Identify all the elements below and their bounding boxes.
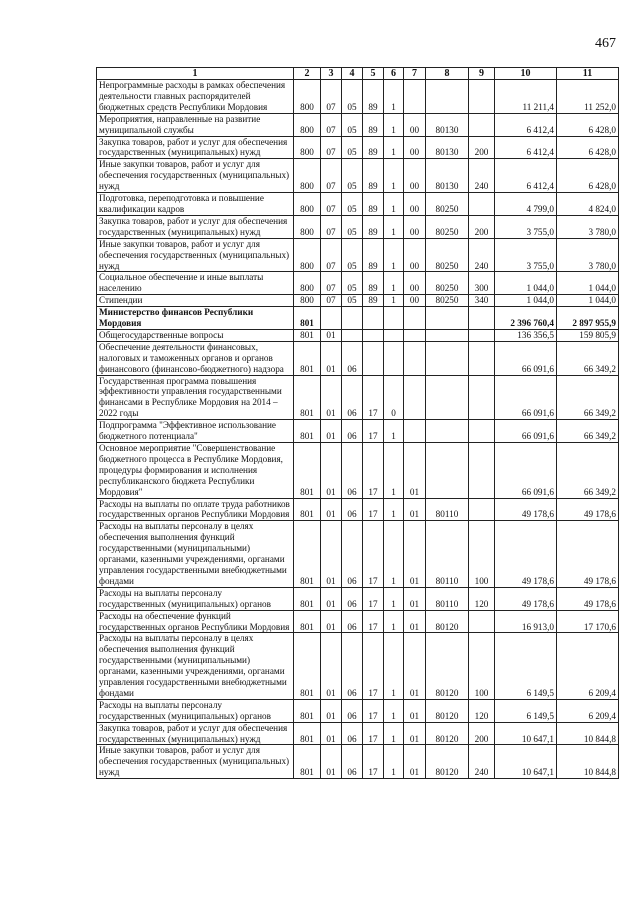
code-section-cell: 07 — [321, 295, 342, 307]
row-name-cell: Закупка товаров, работ и услуг для обеспечения государственных (муниципальных) нужд — [97, 722, 294, 745]
header-cell: 9 — [469, 68, 495, 80]
code-grbs-cell: 800 — [294, 238, 321, 272]
code-subsection-cell — [342, 329, 363, 341]
amount-year2-cell: 49 178,6 — [557, 498, 619, 521]
code-subsection-cell: 06 — [342, 722, 363, 745]
code-direction-cell: 80110 — [426, 521, 469, 587]
code-program-cell: 89 — [363, 159, 384, 193]
code-measure-cell — [404, 329, 426, 341]
row-name-cell: Расходы на обеспечение функций государственных органов Республики Мордовия — [97, 610, 294, 633]
table-row — [97, 699, 619, 722]
page-number: 467 — [595, 36, 616, 51]
code-subprogram-cell — [384, 329, 404, 341]
code-subsection-cell: 06 — [342, 420, 363, 443]
code-subprogram-cell: 1 — [384, 215, 404, 238]
code-subprogram-cell: 0 — [384, 375, 404, 420]
code-section-cell: 07 — [321, 136, 342, 159]
header-cell: 6 — [384, 68, 404, 80]
code-subsection-cell: 06 — [342, 699, 363, 722]
code-section-cell: 01 — [321, 745, 342, 779]
code-expense-type-cell: 240 — [469, 159, 495, 193]
code-program-cell: 89 — [363, 215, 384, 238]
table-body — [97, 80, 619, 779]
code-program-cell: 89 — [363, 272, 384, 295]
table-header-row — [97, 68, 619, 80]
code-expense-type-cell — [469, 329, 495, 341]
code-direction-cell — [426, 375, 469, 420]
code-expense-type-cell: 340 — [469, 295, 495, 307]
code-direction-cell: 80130 — [426, 159, 469, 193]
code-subsection-cell: 06 — [342, 745, 363, 779]
code-program-cell: 17 — [363, 633, 384, 699]
code-expense-type-cell — [469, 307, 495, 330]
code-expense-type-cell — [469, 193, 495, 216]
code-grbs-cell: 800 — [294, 272, 321, 295]
amount-year2-cell: 1 044,0 — [557, 272, 619, 295]
code-program-cell: 89 — [363, 113, 384, 136]
row-name-cell: Министерство финансов Республики Мордовия — [97, 307, 294, 330]
amount-year2-cell: 11 252,0 — [557, 80, 619, 114]
amount-year2-cell: 10 844,8 — [557, 722, 619, 745]
code-direction-cell: 80120 — [426, 699, 469, 722]
table-row — [97, 521, 619, 587]
code-subprogram-cell: 1 — [384, 295, 404, 307]
code-subsection-cell: 06 — [342, 498, 363, 521]
amount-year2-cell: 6 209,4 — [557, 633, 619, 699]
row-name-cell: Подготовка, переподготовка и повышение квалификации кадров — [97, 193, 294, 216]
header-cell: 11 — [557, 68, 619, 80]
amount-year2-cell: 66 349,2 — [557, 375, 619, 420]
code-grbs-cell: 801 — [294, 420, 321, 443]
amount-year2-cell: 6 209,4 — [557, 699, 619, 722]
code-grbs-cell: 801 — [294, 610, 321, 633]
code-subsection-cell: 06 — [342, 375, 363, 420]
amount-year1-cell: 10 647,1 — [495, 722, 557, 745]
code-direction-cell: 80250 — [426, 215, 469, 238]
code-grbs-cell: 801 — [294, 633, 321, 699]
amount-year1-cell: 49 178,6 — [495, 521, 557, 587]
code-measure-cell: 00 — [404, 193, 426, 216]
code-section-cell: 07 — [321, 113, 342, 136]
code-program-cell: 17 — [363, 699, 384, 722]
amount-year1-cell: 6 412,4 — [495, 136, 557, 159]
table-row — [97, 80, 619, 114]
code-measure-cell — [404, 420, 426, 443]
code-subprogram-cell: 1 — [384, 136, 404, 159]
table-row — [97, 610, 619, 633]
amount-year1-cell: 49 178,6 — [495, 498, 557, 521]
row-name-cell: Иные закупки товаров, работ и услуг для обеспечения государственных (муниципальных) нужд — [97, 745, 294, 779]
code-program-cell: 89 — [363, 238, 384, 272]
amount-year1-cell: 2 396 760,4 — [495, 307, 557, 330]
code-subprogram-cell — [384, 307, 404, 330]
budget-table — [96, 67, 619, 779]
row-name-cell: Закупка товаров, работ и услуг для обеспечения государственных (муниципальных) нужд — [97, 136, 294, 159]
table-row — [97, 136, 619, 159]
table-row — [97, 375, 619, 420]
amount-year2-cell: 6 428,0 — [557, 113, 619, 136]
code-direction-cell: 80110 — [426, 587, 469, 610]
table-row — [97, 722, 619, 745]
row-name-cell: Мероприятия, направленные на развитие муниципальной службы — [97, 113, 294, 136]
code-section-cell: 01 — [321, 521, 342, 587]
code-program-cell: 89 — [363, 295, 384, 307]
code-direction-cell: 80120 — [426, 633, 469, 699]
code-measure-cell: 00 — [404, 159, 426, 193]
row-name-cell: Расходы на выплаты персоналу в целях обеспечения выполнения функций государственными (муниципальными) органами, казенными учреждениями, органами управления государственными внебюджетными фондами — [97, 521, 294, 587]
table-row — [97, 193, 619, 216]
code-subsection-cell: 05 — [342, 215, 363, 238]
code-subprogram-cell: 1 — [384, 443, 404, 499]
code-section-cell: 01 — [321, 375, 342, 420]
code-grbs-cell: 801 — [294, 341, 321, 375]
code-measure-cell: 00 — [404, 215, 426, 238]
amount-year2-cell: 6 428,0 — [557, 136, 619, 159]
table-row — [97, 238, 619, 272]
header-cell: 1 — [97, 68, 294, 80]
table-row — [97, 498, 619, 521]
code-subprogram-cell: 1 — [384, 80, 404, 114]
row-name-cell: Социальное обеспечение и иные выплаты населению — [97, 272, 294, 295]
code-direction-cell — [426, 420, 469, 443]
code-expense-type-cell: 240 — [469, 745, 495, 779]
code-grbs-cell: 801 — [294, 443, 321, 499]
code-subsection-cell: 05 — [342, 136, 363, 159]
code-subsection-cell: 05 — [342, 272, 363, 295]
amount-year2-cell: 159 805,9 — [557, 329, 619, 341]
header-cell: 2 — [294, 68, 321, 80]
code-direction-cell — [426, 341, 469, 375]
code-grbs-cell: 800 — [294, 113, 321, 136]
code-section-cell: 07 — [321, 272, 342, 295]
code-subprogram-cell: 1 — [384, 113, 404, 136]
code-program-cell: 17 — [363, 722, 384, 745]
code-expense-type-cell — [469, 498, 495, 521]
code-measure-cell — [404, 375, 426, 420]
code-direction-cell — [426, 329, 469, 341]
code-grbs-cell: 800 — [294, 295, 321, 307]
code-grbs-cell: 801 — [294, 587, 321, 610]
code-direction-cell: 80120 — [426, 745, 469, 779]
code-grbs-cell: 800 — [294, 136, 321, 159]
code-subprogram-cell: 1 — [384, 238, 404, 272]
code-measure-cell: 01 — [404, 610, 426, 633]
code-subprogram-cell: 1 — [384, 498, 404, 521]
row-name-cell: Общегосударственные вопросы — [97, 329, 294, 341]
header-cell: 5 — [363, 68, 384, 80]
code-subsection-cell: 05 — [342, 193, 363, 216]
code-grbs-cell: 801 — [294, 307, 321, 330]
header-cell: 10 — [495, 68, 557, 80]
amount-year2-cell: 17 170,6 — [557, 610, 619, 633]
code-subsection-cell: 05 — [342, 80, 363, 114]
amount-year2-cell: 6 428,0 — [557, 159, 619, 193]
code-section-cell: 07 — [321, 238, 342, 272]
code-subsection-cell: 05 — [342, 113, 363, 136]
code-expense-type-cell: 240 — [469, 238, 495, 272]
amount-year1-cell: 1 044,0 — [495, 272, 557, 295]
code-section-cell: 01 — [321, 329, 342, 341]
code-measure-cell: 00 — [404, 238, 426, 272]
code-expense-type-cell — [469, 420, 495, 443]
row-name-cell: Основное мероприятие "Совершенствование бюджетного процесса в Республике Мордовия, процедуры формирования и исполнения республиканского бюджета Республики Мордовия" — [97, 443, 294, 499]
code-grbs-cell: 801 — [294, 521, 321, 587]
row-name-cell: Расходы на выплаты персоналу в целях обеспечения выполнения функций государственными (муниципальными) органами, казенными учреждениями, органами управления государственными внебюджетными фондами — [97, 633, 294, 699]
row-name-cell: Расходы на выплаты персоналу государственных (муниципальных) органов — [97, 587, 294, 610]
amount-year1-cell: 66 091,6 — [495, 443, 557, 499]
code-grbs-cell: 800 — [294, 193, 321, 216]
table-row — [97, 295, 619, 307]
code-section-cell: 01 — [321, 699, 342, 722]
code-direction-cell: 80130 — [426, 113, 469, 136]
amount-year2-cell: 3 780,0 — [557, 238, 619, 272]
code-subsection-cell: 06 — [342, 341, 363, 375]
code-program-cell: 89 — [363, 193, 384, 216]
code-grbs-cell: 800 — [294, 80, 321, 114]
code-section-cell: 07 — [321, 193, 342, 216]
code-direction-cell: 80250 — [426, 295, 469, 307]
amount-year1-cell: 11 211,4 — [495, 80, 557, 114]
code-grbs-cell: 801 — [294, 722, 321, 745]
row-name-cell: Стипендии — [97, 295, 294, 307]
code-section-cell — [321, 307, 342, 330]
table-row — [97, 633, 619, 699]
code-measure-cell: 00 — [404, 272, 426, 295]
row-name-cell: Подпрограмма "Эффективное использование бюджетного потенциала" — [97, 420, 294, 443]
amount-year1-cell: 6 412,4 — [495, 113, 557, 136]
code-subprogram-cell: 1 — [384, 699, 404, 722]
amount-year2-cell: 2 897 955,9 — [557, 307, 619, 330]
code-program-cell: 17 — [363, 443, 384, 499]
code-subsection-cell — [342, 307, 363, 330]
code-program-cell: 17 — [363, 498, 384, 521]
code-section-cell: 01 — [321, 341, 342, 375]
amount-year2-cell: 49 178,6 — [557, 587, 619, 610]
amount-year2-cell: 49 178,6 — [557, 521, 619, 587]
code-grbs-cell: 801 — [294, 745, 321, 779]
code-measure-cell: 01 — [404, 722, 426, 745]
code-program-cell: 17 — [363, 375, 384, 420]
table-row — [97, 272, 619, 295]
code-direction-cell — [426, 443, 469, 499]
code-measure-cell: 01 — [404, 521, 426, 587]
row-name-cell: Непрограммные расходы в рамках обеспечения деятельности главных распорядителей бюджетных средств Республики Мордовия — [97, 80, 294, 114]
table-row — [97, 159, 619, 193]
code-direction-cell: 80130 — [426, 136, 469, 159]
code-section-cell: 01 — [321, 443, 342, 499]
code-subprogram-cell: 1 — [384, 633, 404, 699]
code-grbs-cell: 801 — [294, 498, 321, 521]
code-program-cell: 17 — [363, 420, 384, 443]
code-measure-cell: 01 — [404, 498, 426, 521]
code-grbs-cell: 800 — [294, 159, 321, 193]
code-subprogram-cell: 1 — [384, 587, 404, 610]
code-expense-type-cell: 300 — [469, 272, 495, 295]
code-measure-cell: 01 — [404, 699, 426, 722]
table-row — [97, 587, 619, 610]
row-name-cell: Иные закупки товаров, работ и услуг для обеспечения государственных (муниципальных) нужд — [97, 238, 294, 272]
code-grbs-cell: 801 — [294, 375, 321, 420]
code-expense-type-cell — [469, 610, 495, 633]
amount-year1-cell: 66 091,6 — [495, 420, 557, 443]
header-cell: 4 — [342, 68, 363, 80]
code-measure-cell: 00 — [404, 113, 426, 136]
code-grbs-cell: 801 — [294, 329, 321, 341]
table-row — [97, 341, 619, 375]
table-row — [97, 745, 619, 779]
code-section-cell: 01 — [321, 587, 342, 610]
amount-year1-cell: 1 044,0 — [495, 295, 557, 307]
code-expense-type-cell — [469, 341, 495, 375]
amount-year2-cell: 66 349,2 — [557, 341, 619, 375]
table-row — [97, 420, 619, 443]
amount-year1-cell: 10 647,1 — [495, 745, 557, 779]
table-row — [97, 329, 619, 341]
table-row — [97, 215, 619, 238]
code-expense-type-cell — [469, 80, 495, 114]
amount-year2-cell: 4 824,0 — [557, 193, 619, 216]
code-measure-cell: 01 — [404, 633, 426, 699]
code-subprogram-cell: 1 — [384, 420, 404, 443]
amount-year1-cell: 3 755,0 — [495, 238, 557, 272]
table-row — [97, 113, 619, 136]
code-direction-cell: 80250 — [426, 193, 469, 216]
amount-year2-cell: 1 044,0 — [557, 295, 619, 307]
row-name-cell: Обеспечение деятельности финансовых, налоговых и таможенных органов и органов финансового (финансово-бюджетного) надзора — [97, 341, 294, 375]
code-subprogram-cell: 1 — [384, 272, 404, 295]
amount-year1-cell: 3 755,0 — [495, 215, 557, 238]
row-name-cell: Расходы на выплаты по оплате труда работников государственных органов Республики Мордовия — [97, 498, 294, 521]
code-direction-cell — [426, 307, 469, 330]
code-section-cell: 01 — [321, 722, 342, 745]
code-measure-cell — [404, 307, 426, 330]
code-expense-type-cell — [469, 375, 495, 420]
code-program-cell — [363, 307, 384, 330]
code-program-cell: 17 — [363, 745, 384, 779]
amount-year1-cell: 136 356,5 — [495, 329, 557, 341]
code-program-cell — [363, 329, 384, 341]
amount-year2-cell: 66 349,2 — [557, 420, 619, 443]
code-program-cell: 17 — [363, 587, 384, 610]
code-subsection-cell: 05 — [342, 159, 363, 193]
code-subprogram-cell: 1 — [384, 159, 404, 193]
code-subsection-cell: 06 — [342, 633, 363, 699]
code-measure-cell: 01 — [404, 587, 426, 610]
code-subsection-cell: 06 — [342, 610, 363, 633]
code-program-cell: 89 — [363, 136, 384, 159]
code-subsection-cell: 05 — [342, 238, 363, 272]
code-program-cell: 89 — [363, 80, 384, 114]
code-measure-cell — [404, 80, 426, 114]
code-section-cell: 01 — [321, 633, 342, 699]
amount-year1-cell: 66 091,6 — [495, 375, 557, 420]
header-cell: 8 — [426, 68, 469, 80]
amount-year2-cell: 66 349,2 — [557, 443, 619, 499]
amount-year1-cell: 4 799,0 — [495, 193, 557, 216]
code-section-cell: 01 — [321, 420, 342, 443]
code-subprogram-cell: 1 — [384, 610, 404, 633]
code-expense-type-cell: 120 — [469, 699, 495, 722]
code-section-cell: 07 — [321, 159, 342, 193]
code-measure-cell: 00 — [404, 136, 426, 159]
amount-year1-cell: 6 149,5 — [495, 633, 557, 699]
code-program-cell — [363, 341, 384, 375]
code-expense-type-cell — [469, 113, 495, 136]
code-section-cell: 01 — [321, 498, 342, 521]
row-name-cell: Расходы на выплаты персоналу государственных (муниципальных) органов — [97, 699, 294, 722]
code-direction-cell: 80120 — [426, 610, 469, 633]
amount-year1-cell: 49 178,6 — [495, 587, 557, 610]
header-cell: 7 — [404, 68, 426, 80]
amount-year2-cell: 10 844,8 — [557, 745, 619, 779]
code-expense-type-cell: 200 — [469, 722, 495, 745]
code-direction-cell: 80110 — [426, 498, 469, 521]
code-direction-cell: 80250 — [426, 238, 469, 272]
code-grbs-cell: 800 — [294, 215, 321, 238]
code-program-cell: 17 — [363, 521, 384, 587]
code-expense-type-cell: 200 — [469, 215, 495, 238]
code-expense-type-cell: 100 — [469, 521, 495, 587]
code-subprogram-cell: 1 — [384, 722, 404, 745]
code-measure-cell — [404, 341, 426, 375]
amount-year1-cell: 66 091,6 — [495, 341, 557, 375]
code-expense-type-cell: 200 — [469, 136, 495, 159]
row-name-cell: Иные закупки товаров, работ и услуг для обеспечения государственных (муниципальных) нужд — [97, 159, 294, 193]
code-direction-cell: 80120 — [426, 722, 469, 745]
code-direction-cell — [426, 80, 469, 114]
table-row — [97, 443, 619, 499]
code-expense-type-cell: 100 — [469, 633, 495, 699]
code-section-cell: 01 — [321, 610, 342, 633]
code-section-cell: 07 — [321, 215, 342, 238]
code-subprogram-cell: 1 — [384, 193, 404, 216]
code-section-cell: 07 — [321, 80, 342, 114]
code-measure-cell: 00 — [404, 295, 426, 307]
row-name-cell: Государственная программа повышения эффективности управления государственными финансами в Республике Мордовия на 2014 – 2022 годы — [97, 375, 294, 420]
code-subprogram-cell — [384, 341, 404, 375]
code-subsection-cell: 05 — [342, 295, 363, 307]
code-subsection-cell: 06 — [342, 521, 363, 587]
code-direction-cell: 80250 — [426, 272, 469, 295]
code-measure-cell: 01 — [404, 443, 426, 499]
code-subprogram-cell: 1 — [384, 745, 404, 779]
amount-year2-cell: 3 780,0 — [557, 215, 619, 238]
amount-year1-cell: 6 412,4 — [495, 159, 557, 193]
code-measure-cell: 01 — [404, 745, 426, 779]
code-subprogram-cell: 1 — [384, 521, 404, 587]
code-program-cell: 17 — [363, 610, 384, 633]
code-subsection-cell: 06 — [342, 587, 363, 610]
amount-year1-cell: 6 149,5 — [495, 699, 557, 722]
table-row — [97, 307, 619, 330]
code-subsection-cell: 06 — [342, 443, 363, 499]
code-grbs-cell: 801 — [294, 699, 321, 722]
header-cell: 3 — [321, 68, 342, 80]
row-name-cell: Закупка товаров, работ и услуг для обеспечения государственных (муниципальных) нужд — [97, 215, 294, 238]
code-expense-type-cell: 120 — [469, 587, 495, 610]
code-expense-type-cell — [469, 443, 495, 499]
amount-year1-cell: 16 913,0 — [495, 610, 557, 633]
